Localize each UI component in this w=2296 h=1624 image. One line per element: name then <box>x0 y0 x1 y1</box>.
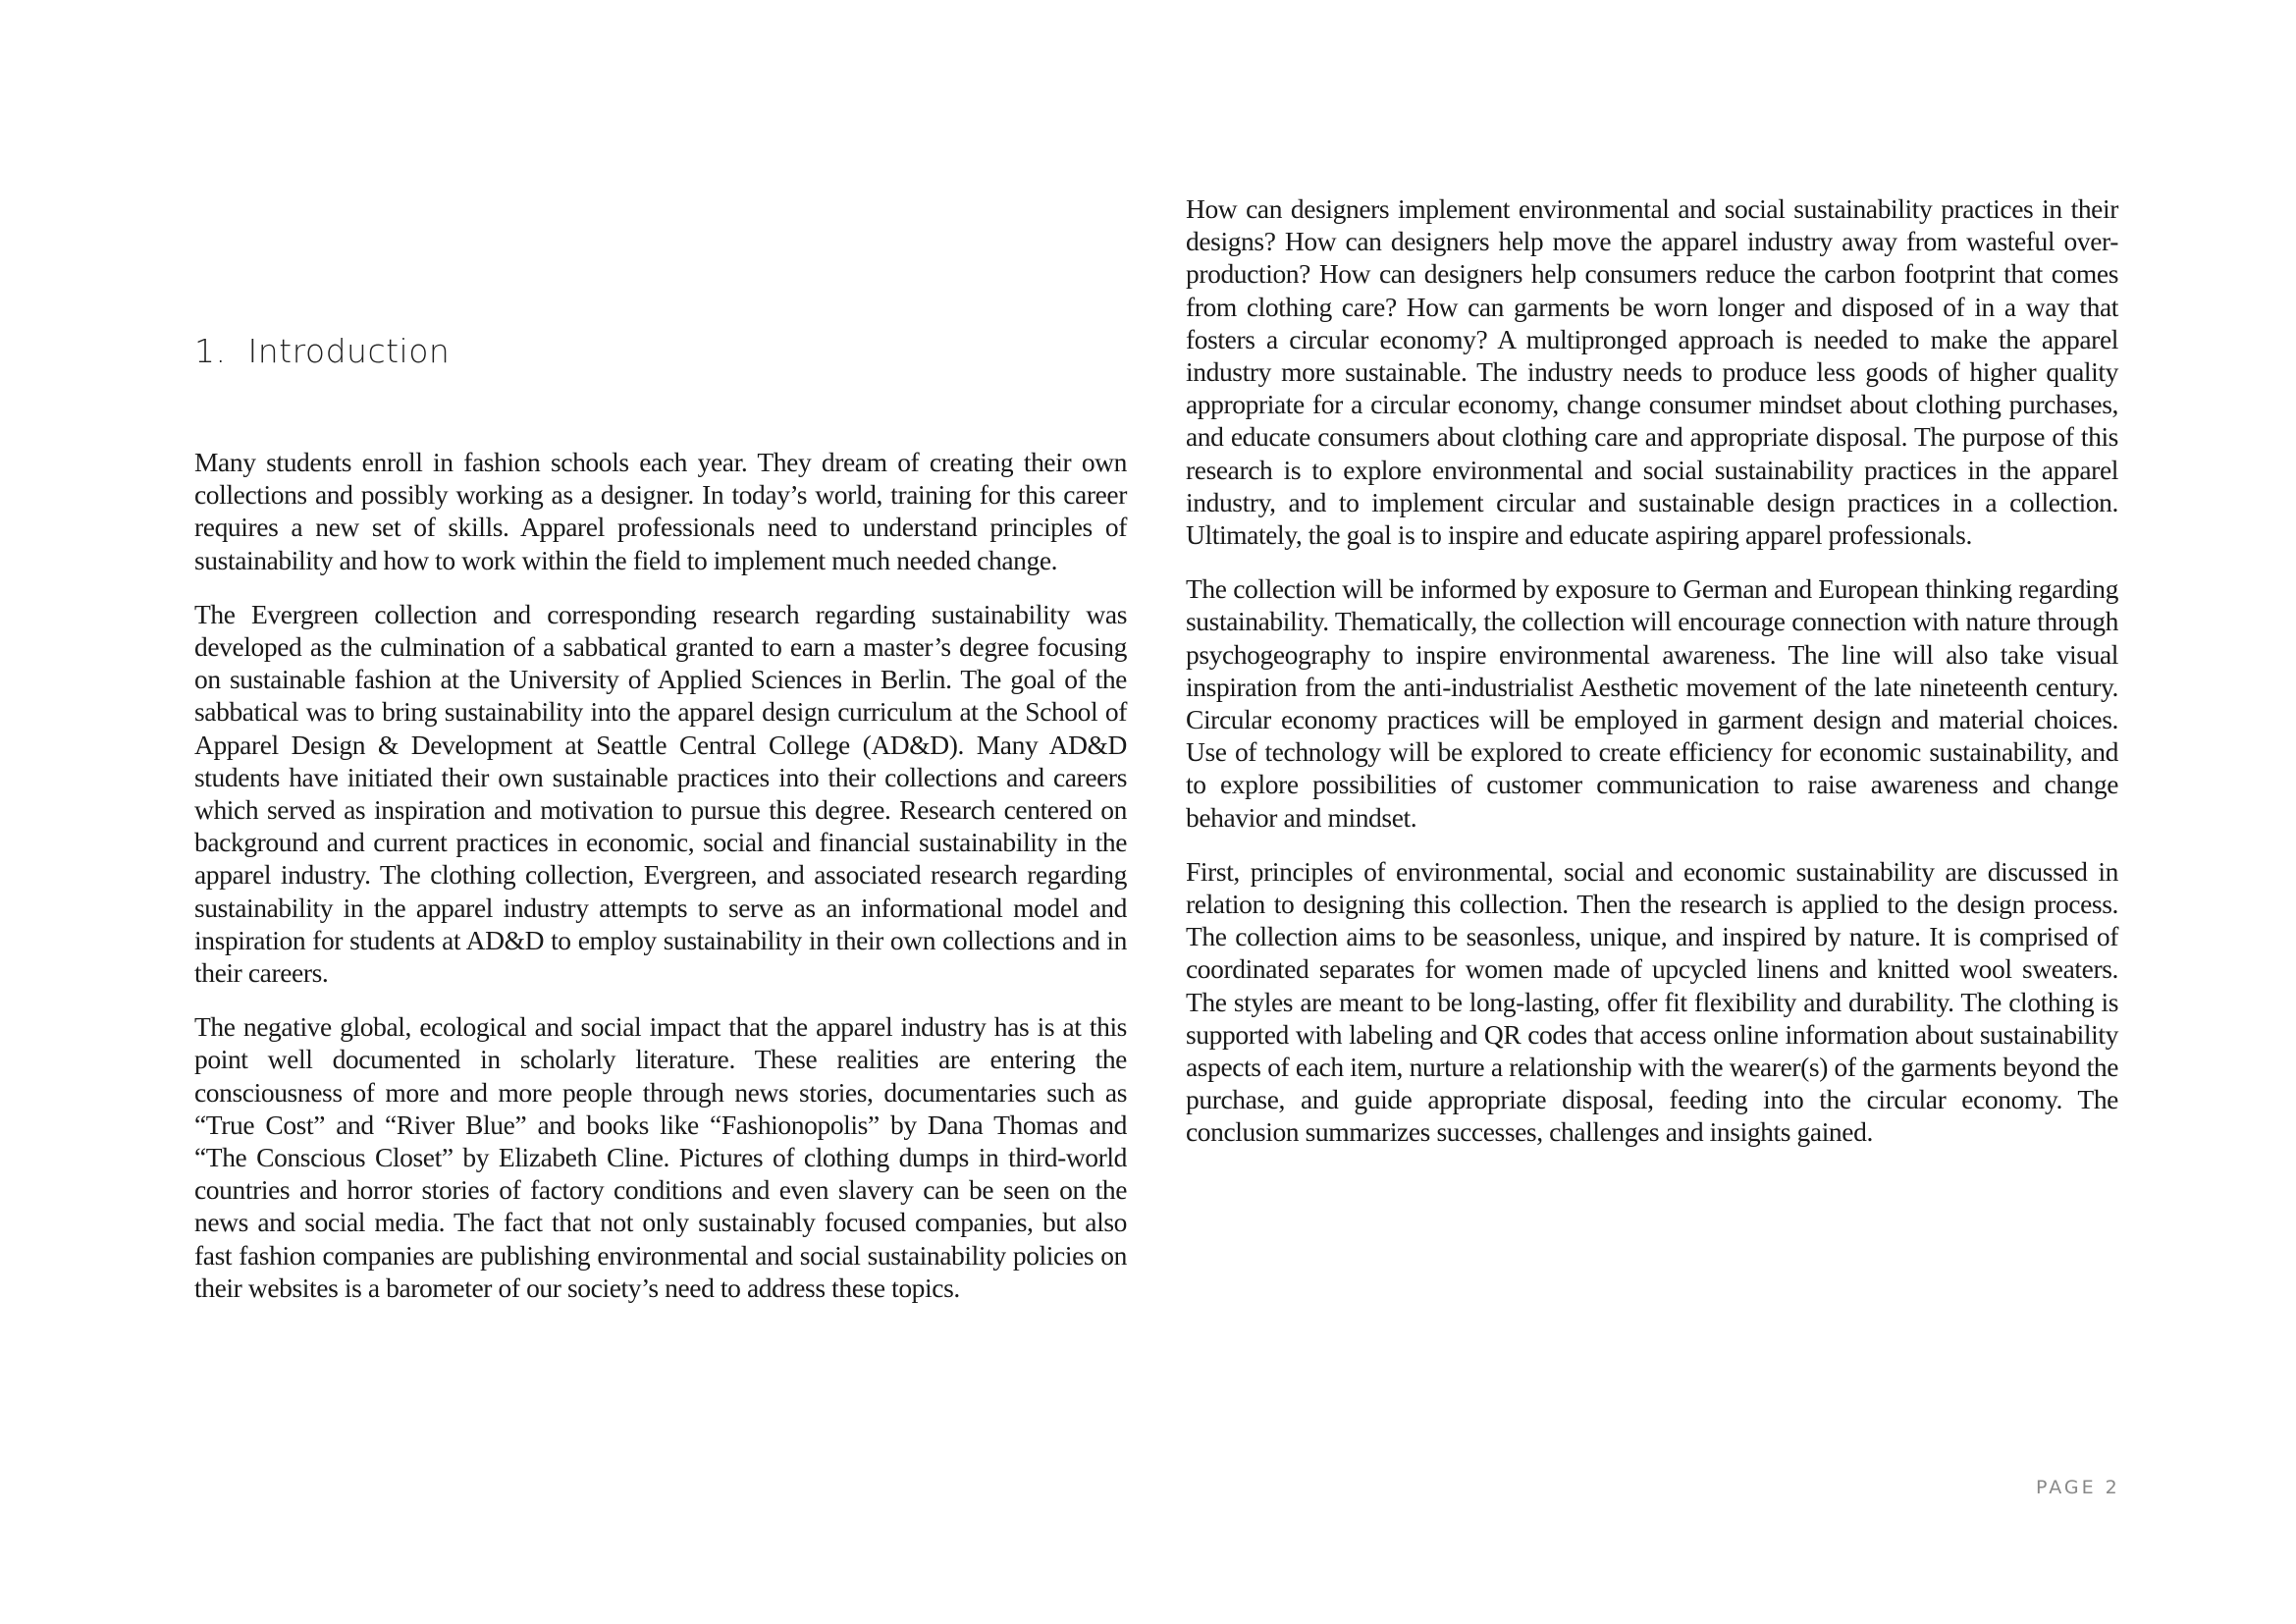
right-column <box>1186 192 2118 1170</box>
paragraph: The collection will be informed by exposure to German and European thinking regarding sustainability. Thematically, the collection will encourage connection with nature through psychogeography to inspire environmental awareness. The line will also take visual inspiration from the anti-industrialist Aesthetic movement of the late nineteenth century. Circular economy practices will be employed in garment design and material choices. Use of technology will be explored to create efficiency for economic sustainability, and to explore possibilities of customer communication to raise awareness and change behavior and mindset. <box>1186 573 2118 833</box>
page-number: PAGE 2 <box>2036 1477 2120 1498</box>
section-number: 1. <box>194 332 227 370</box>
paragraph: How can designers implement environmental and social sustainability practices in their designs? How can designers help move the apparel industry away from wasteful over-production? How can designers help consumers reduce the carbon footprint that comes from clothing care? How can garments be worn longer and disposed of in a way that fosters a circular economy? A multipronged approach is needed to make the apparel industry more sustainable. The industry needs to produce less goods of higher quality appropriate for a circular economy, change consumer mindset about clothing purchases, and educate consumers about clothing care and appropriate disposal. The purpose of this research is to explore environmental and social sustainability practices in the apparel industry, and to implement circular and sustainable design practices in a collection. Ultimately, the goal is to inspire and educate aspiring apparel professionals. <box>1186 193 2118 551</box>
paragraph: The Evergreen collection and corresponding research regarding sustainability was developed as the culmination of a sabbatical granted to earn a master’s degree focusing on sustainable fashion at the University of Applied Sciences in Berlin. The goal of the sabbatical was to bring sustainability into the apparel design curriculum at the School of Apparel Design & Development at Seattle Central College (AD&D). Many AD&D students have initiated their own sustainable practices into their collections and careers which served as inspiration and motivation to pursue this degree. Research centered on background and current practices in economic, social and financial sustainability in the apparel industry. The clothing collection, Evergreen, and associated research regarding sustainability in the apparel industry attempts to serve as an informational model and inspiration for students at AD&D to employ sustainability in their own collections and in their careers. <box>194 598 1127 989</box>
paragraph: Many students enroll in fashion schools each year. They dream of creating their own collections and possibly working as a designer. In today’s world, training for this career requires a new set of skills. Apparel professionals need to understand principles of sustainability and how to work within the field to implement much needed change. <box>194 447 1127 575</box>
left-column <box>194 446 1127 1326</box>
section-heading <box>194 332 450 370</box>
paragraph: First, principles of environmental, social and economic sustainability are discussed in relation to designing this collection. Then the research is applied to the design process. The collection aims to be seasonless, unique, and inspired by nature. It is comprised of coordinated separates for women made of upcycled linens and knitted wool sweaters. The styles are meant to be long-lasting, offer fit flexibility and durability. The clothing is supported with labeling and QR codes that access online information about sustainability aspects of each item, nurture a relationship with the wearer(s) of the garments beyond the purchase, and guide appropriate disposal, feeding into the circular economy. The conclusion summarizes successes, challenges and insights gained. <box>1186 855 2118 1148</box>
paragraph: The negative global, ecological and social impact that the apparel industry has is at this point well documented in scholarly literature. These realities are entering the consciousness of more and more people through news stories, documentaries such as “True Cost” and “River Blue” and books like “Fashionopolis” by Dana Thomas and “The Conscious Closet” by Elizabeth Cline. Pictures of clothing dumps in third-world countries and horror stories of factory conditions and even slavery can be seen on the news and social media. The fact that not only sustainably focused companies, but also fast fashion companies are publishing environmental and social sustainability policies on their websites is a barometer of our society’s need to address these topics. <box>194 1011 1127 1303</box>
section-title: Introduction <box>247 332 451 370</box>
